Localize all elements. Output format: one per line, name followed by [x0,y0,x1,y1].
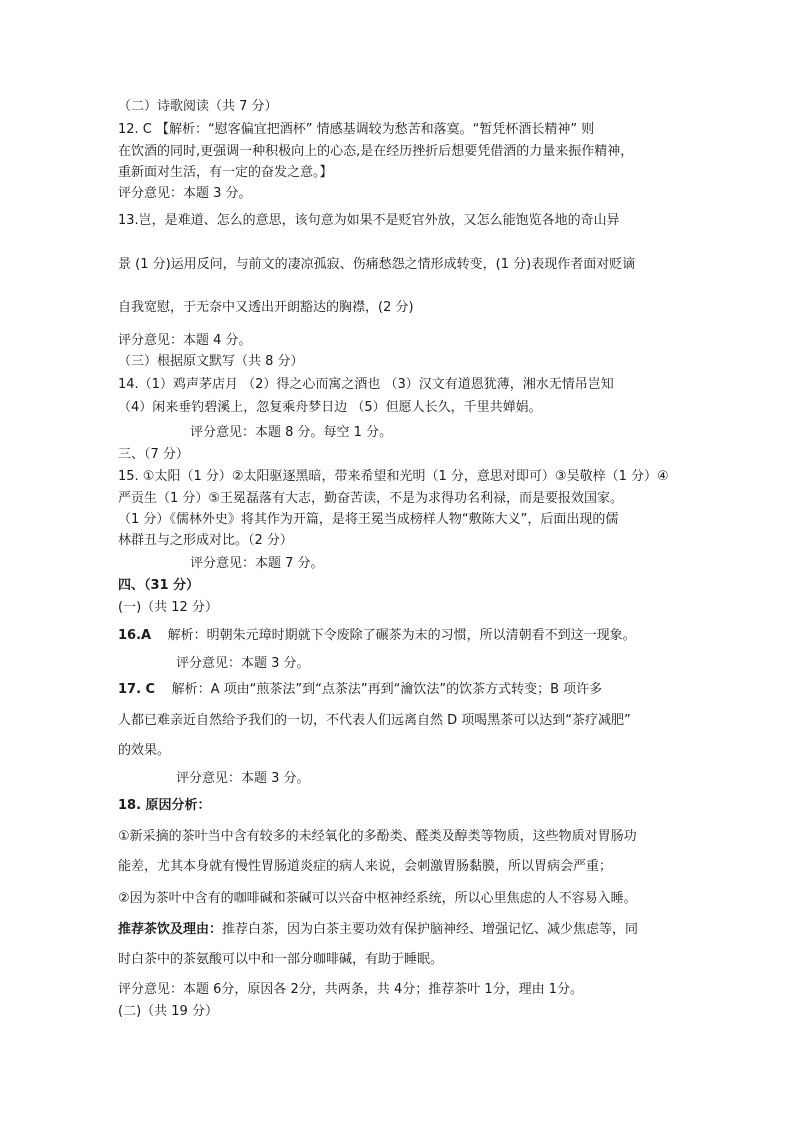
q16-score: 评分意见：本题 3 分。 [176,656,310,671]
q15-line4: 林群丑与之形成对比。（2 分） [118,533,293,548]
q18-reason1-line2: 能差，尤其本身就有慢性胃肠道炎症的病人来说，会刺激胃肠黏膜，所以胃病会严重； [118,859,613,874]
q13-line3: 自我宽慰，于无奈中又透出开朗豁达的胸襟，(2 分) [118,300,414,315]
q16-text: 解析：明朝朱元璋时期就下令废除了碾茶为末的习惯，所以清朝看不到这一现象。 [167,628,636,643]
q15-line2: 严贡生（1 分）⑤王冕磊落有大志，勤奋苦读，不是为求得功名利禄，而是要报效国家。 [118,491,624,506]
q15-line3: （1 分）《儒林外史》将其作为开篇，是将王冕当成榜样人物“敷陈大义”，后面出现的儒 [118,512,619,527]
q17-line2: 人都已难亲近自然给予我们的一切，不代表人们远离自然 D 项喝黑茶可以达到“茶疗减肥” [118,713,631,728]
q14-line1: 14.（1）鸡声茅店月 （2）得之心而寓之酒也 （3）汉文有道恩犹薄，湘水无情吊岂知 [118,377,614,392]
q13-score: 评分意见：本题 4 分。 [118,333,252,348]
q13-line1: 13.岂，是难道、怎么的意思，该句意为如果不是贬官外放，又怎么能饱览各地的奇山异 [118,213,620,228]
sec3-title: （三）根据原文默写（共 8 分） [118,354,304,369]
part4-title: 四、（31 分） [118,578,200,593]
q12-line2: 在饮酒的同时,更强调一种积极向上的心态,是在经历挫折后想要凭借酒的力量来振作精神， [118,144,634,159]
q18-title: 18. 原因分析： [118,798,211,813]
q16-line [118,627,636,645]
part3-title: 三、（7 分） [118,447,189,462]
q18-recommend-line1 [118,921,638,939]
q15-score: 评分意见：本题 7 分。 [190,556,324,571]
q17-number: 17. C [118,682,156,697]
q18-reason1-line1: ①新采摘的茶叶当中含有较多的未经氧化的多酚类、醛类及醇类等物质，这些物质对胃肠功 [118,829,637,844]
q12-line3: 重新面对生活，有一定的奋发之意。】 [118,165,333,180]
q17-line1 [118,681,602,699]
q18-score: 评分意见：本题 6分，原因各 2分，共两条，共 4分；推荐茶叶 1分，理由 1分。 [118,982,584,997]
q17-line3: 的效果。 [118,743,171,758]
q12-line1: 12. C 【解析：“慰客偏宜把酒杯” 情感基调较为愁苦和落寞。“暂凭杯酒长精神” 则 [118,122,595,137]
q18-recommend-label: 推荐茶饮及理由： [118,922,223,937]
q13-line2: 景 (1 分)运用反问，与前文的凄凉孤寂、伤痛愁怨之情形成转变，(1 分)表现作者面对贬谪 [118,257,636,272]
sec2-title: （二）诗歌阅读（共 7 分） [118,99,278,114]
q18-recommend-line2: 时白茶中的茶氨酸可以中和一部分咖啡碱，有助于睡眠。 [118,952,444,967]
q17-text: 解析：A 项由“煎茶法”到“点茶法”再到“瀹饮法”的饮茶方式转变；B 项许多 [171,682,603,697]
q16-number: 16.A [118,628,152,643]
q14-score: 评分意见：本题 8 分。每空 1 分。 [190,425,393,440]
q14-line2: （4）闲来垂钓碧溪上，忽复乘舟梦日边 （5）但愿人长久，千里共婵娟。 [118,400,542,415]
sub1-title: (一)（共 12 分） [118,600,218,615]
sub2-title: (二)（共 19 分） [118,1004,218,1019]
q15-line1: 15. ①太阳（1 分）②太阳驱逐黑暗，带来希望和光明（1 分，意思对即可）③吴敬梓（1 分）④ [118,469,669,484]
q17-score: 评分意见：本题 3 分。 [176,771,310,786]
q18-recommend-text: 推荐白茶，因为白茶主要功效有保护脑神经、增强记忆、减少焦虑等，同 [222,922,639,937]
q18-reason2: ②因为茶叶中含有的咖啡碱和茶碱可以兴奋中枢神经系统，所以心里焦虑的人不容易入睡。 [118,891,637,906]
q12-score: 评分意见：本题 3 分。 [118,186,252,201]
